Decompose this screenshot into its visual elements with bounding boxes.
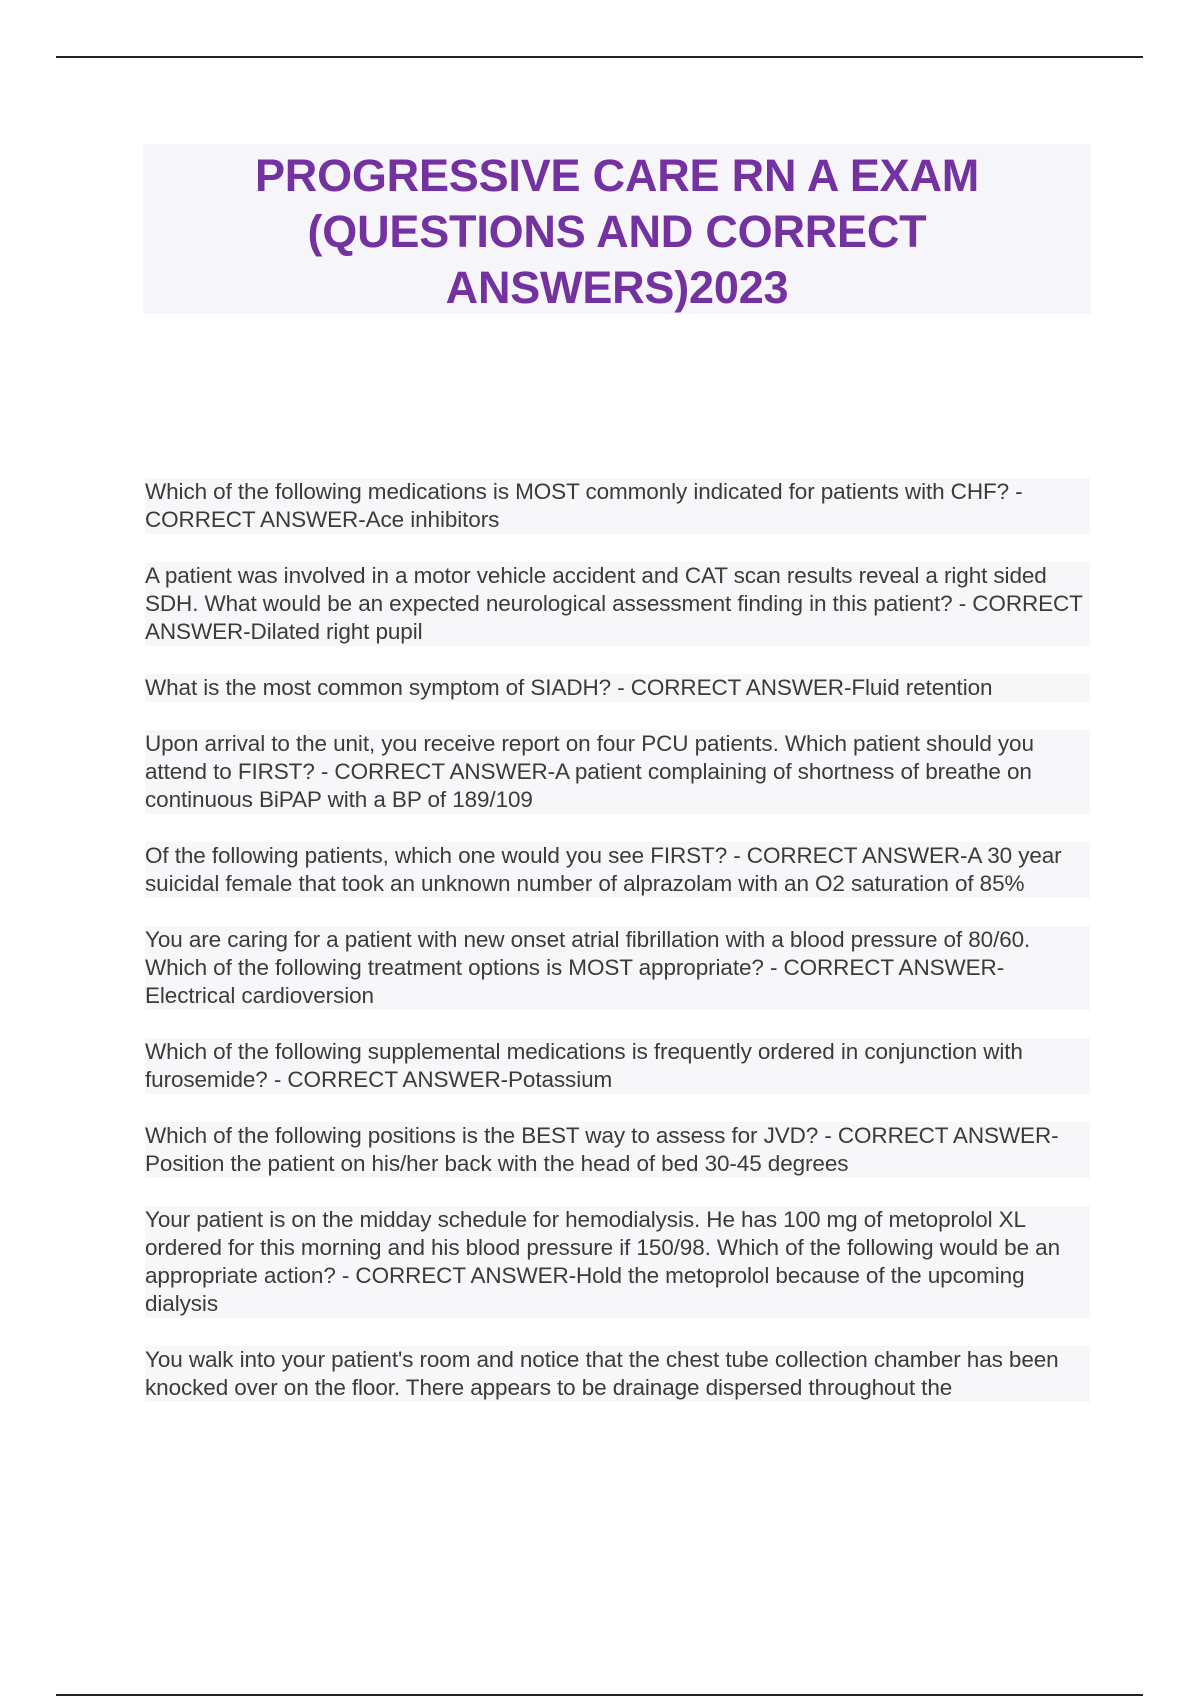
document-title: PROGRESSIVE CARE RN A EXAM (QUESTIONS AND CORRECT ANSWERS)2023 xyxy=(254,150,980,313)
qa-item-7: Which of the following supplemental medications is frequently ordered in conjunction with furosemide? - CORRECT ANSWER-Potassium xyxy=(145,1038,1090,1094)
qa-item-2: A patient was involved in a motor vehicle accident and CAT scan results reveal a right sided SDH. What would be an expected neurological assessment finding in this patient? - CORRECT ANSWER-Dilated right pupil xyxy=(145,562,1090,646)
qa-item-9: Your patient is on the midday schedule for hemodialysis. He has 100 mg of metoprolol XL ordered for this morning and his blood pressure if 150/98. Which of the following would be an appropriate action? - CORRECT ANSWER-Hold the metoprolol because of the upcoming dialysis xyxy=(145,1206,1090,1318)
qa-item-6: You are caring for a patient with new onset atrial fibrillation with a blood pressure of 80/60. Which of the following treatment options is MOST appropriate? - CORRECT ANSWER-Electrical cardioversion xyxy=(145,926,1090,1010)
qa-item-4: Upon arrival to the unit, you receive report on four PCU patients. Which patient should you attend to FIRST? - CORRECT ANSWER-A patient complaining of shortness of breathe on continuous BiPAP with a BP of 189/109 xyxy=(145,730,1090,814)
qa-item-5: Of the following patients, which one would you see FIRST? - CORRECT ANSWER-A 30 year suicidal female that took an unknown number of alprazolam with an O2 saturation of 85% xyxy=(145,842,1090,898)
qa-item-8: Which of the following positions is the BEST way to assess for JVD? - CORRECT ANSWER-Position the patient on his/her back with the head of bed 30-45 degrees xyxy=(145,1122,1090,1178)
qa-list xyxy=(145,478,1090,1430)
bottom-rule xyxy=(56,1694,1143,1696)
qa-item-1: Which of the following medications is MOST commonly indicated for patients with CHF? - CORRECT ANSWER-Ace inhibitors xyxy=(145,478,1090,534)
qa-item-3: What is the most common symptom of SIADH? - CORRECT ANSWER-Fluid retention xyxy=(145,674,1090,702)
qa-item-10: You walk into your patient's room and notice that the chest tube collection chamber has been knocked over on the floor. There appears to be drainage dispersed throughout the xyxy=(145,1346,1090,1402)
title-banner xyxy=(143,144,1091,314)
top-rule xyxy=(56,56,1143,58)
